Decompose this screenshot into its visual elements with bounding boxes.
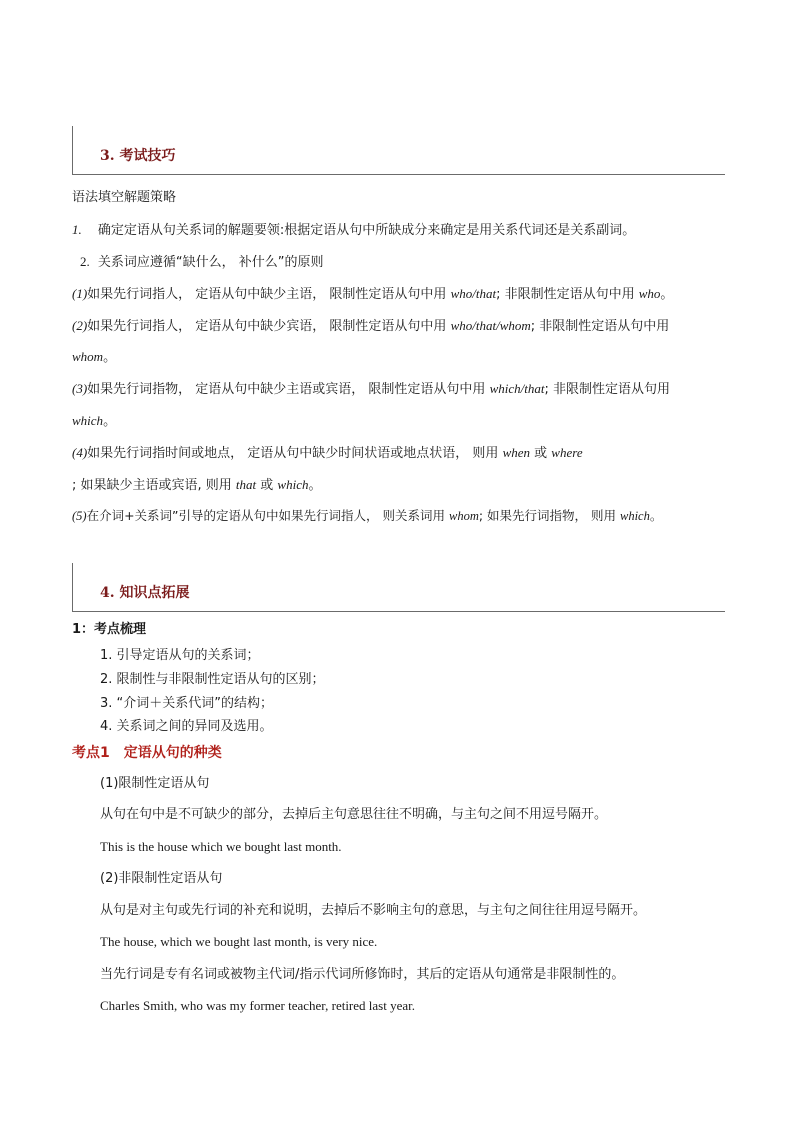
strategy-item-1: 1. 确定定语从句关系词的解题要领:根据定语从句中所缺成分来确定是用关系代词还是关系副词。: [72, 222, 636, 238]
rule-3: (3)如果先行词指物， 定语从句中缺少主语或宾语， 限制性定语从句中用 which/that; 非限制性定语从句用: [72, 381, 670, 397]
type-2-title: (2)非限制性定语从句: [100, 871, 223, 886]
section-4-title: 4. 知识点拓展: [100, 585, 190, 601]
rule-2-cont: whom。: [72, 349, 117, 365]
rule-5: (5)在介词+关系词”引导的定语从句中如果先行词指人， 则关系词用 whom; 如果先行词指物， 则用 which。: [72, 508, 663, 523]
strategy-item-2: 2. 关系词应遵循“缺什么， 补什么”的原则: [80, 254, 324, 270]
point-3: 3. “介词＋关系代词”的结构；: [100, 696, 274, 711]
section-4-header: [72, 563, 725, 612]
section-3-header: [72, 126, 725, 175]
type-1-desc: 从句在句中是不可缺少的部分，去掉后主句意思往往不明确，与主句之间不用逗号隔开。: [100, 807, 608, 822]
rule-2: (2)如果先行词指人， 定语从句中缺少宾语， 限制性定语从句中用 who/that/whom; 非限制性定语从句中用: [72, 318, 670, 334]
rule-4: (4)如果先行词指时间或地点， 定语从句中缺少时间状语或地点状语， 则用 when 或 where: [72, 445, 583, 461]
type-1-title: (1)限制性定语从句: [100, 776, 210, 791]
rule-1: (1)如果先行词指人， 定语从句中缺少主语， 限制性定语从句中用 who/that; 非限制性定语从句中用 who。: [72, 286, 674, 302]
point-1: 1. 引导定语从句的关系词；: [100, 648, 260, 663]
type-2-example: The house, which we bought last month, is very nice.: [100, 934, 378, 949]
note-example: Charles Smith, who was my former teacher, retired last year.: [100, 998, 415, 1013]
rule-3-cont: which。: [72, 413, 117, 429]
section-3-title: 3. 考试技巧: [100, 148, 176, 164]
section-3-intro: 语法填空解题策略: [72, 190, 177, 205]
type-1-example: This is the house which we bought last month.: [100, 839, 342, 854]
type-2-desc: 从句是对主句或先行词的补充和说明，去掉后不影响主句的意思，与主句之间往往用逗号隔开。: [100, 903, 647, 918]
note-text: 当先行词是专有名词或被物主代词/指示代词所修饰时，其后的定语从句通常是非限制性的。: [100, 967, 625, 982]
section-4-subhead: 1：考点梳理: [72, 622, 147, 637]
point-4: 4. 关系词之间的异同及选用。: [100, 719, 273, 734]
kaodian-heading: 考点1 定语从句的种类: [72, 745, 222, 761]
rule-4-cont: ; 如果缺少主语或宾语, 则用 that 或 which。: [72, 477, 322, 493]
point-2: 2. 限制性与非限制性定语从句的区别；: [100, 672, 325, 687]
